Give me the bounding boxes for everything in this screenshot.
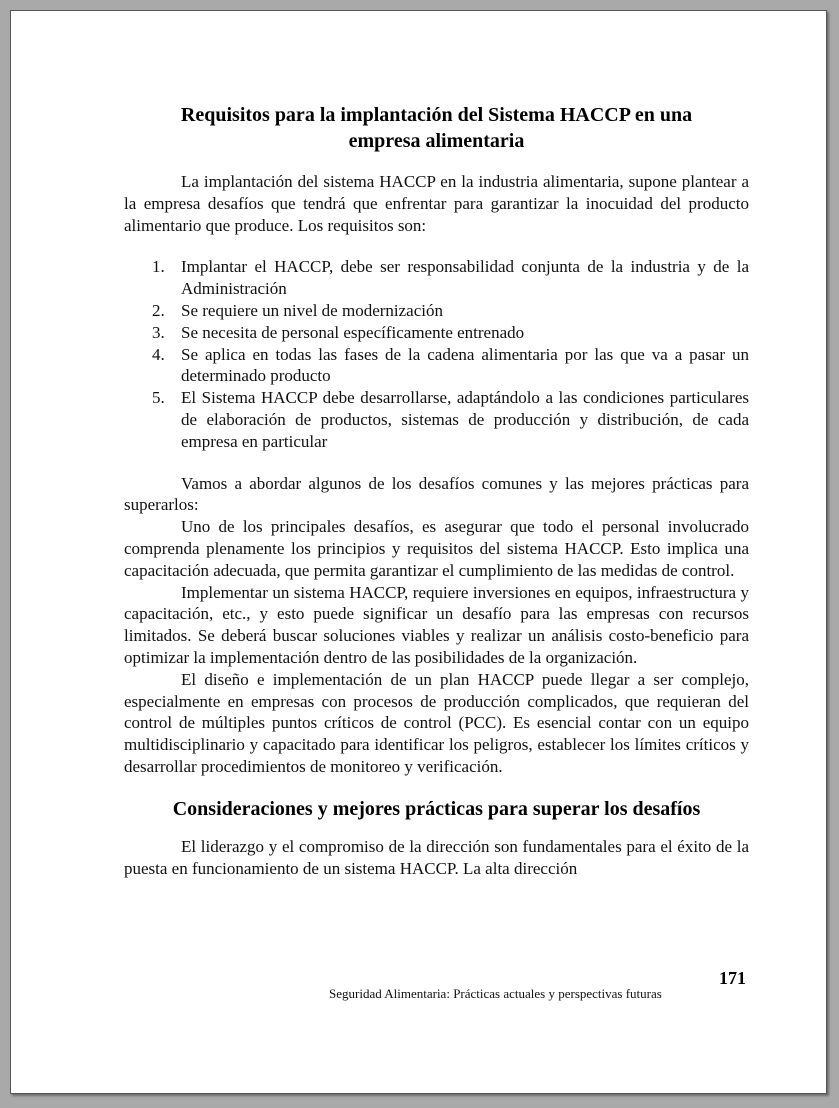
- list-item: [124, 344, 749, 388]
- body-paragraph: El liderazgo y el compromiso de la dirección son fundamentales para el éxito de la puesta en funcionamiento de un sistema HACCP. La alta dirección: [124, 836, 749, 878]
- list-item: [124, 256, 749, 300]
- page-number: 171: [719, 968, 746, 988]
- body-paragraph: Uno de los principales desafíos, es asegurar que todo el personal involucrado comprenda plenamente los principios y requisitos del sistema HACCP. Esto implica una capacitación adecuada, que permita garantizar el cumplimiento de las medidas de control.: [124, 517, 749, 580]
- list-number: 3.: [152, 322, 165, 342]
- list-item: [124, 387, 749, 452]
- list-number: 5.: [152, 388, 165, 408]
- section-title: Requisitos para la implantación del Sistema HACCP en una empresa alimentaria: [180, 104, 693, 152]
- list-item: [124, 300, 749, 322]
- list-number: 4.: [152, 344, 165, 364]
- page-content: [124, 102, 749, 879]
- list-number: 1.: [152, 257, 165, 277]
- document-page: [10, 10, 827, 1094]
- requirements-list: [124, 256, 749, 452]
- body-paragraph: El diseño e implementación de un plan HACCP puede llegar a ser complejo, especialmente en empresas con procesos de producción complicados, que requieran del control de múltiples puntos críticos de control (PCC). Es esencial contar con un equipo multidisciplinario y capacitado para identificar los peligros, establecer los límites críticos y desarrollar procedimientos de monitoreo y verificación.: [124, 669, 749, 776]
- running-footer: Seguridad Alimentaria: Prácticas actuales y perspectivas futuras: [329, 986, 662, 1001]
- subsection-title: Consideraciones y mejores prácticas para superar los desafíos: [172, 797, 701, 820]
- list-number: 2.: [152, 300, 165, 320]
- list-item-text: Se aplica en todas las fases de la cadena alimentaria por las que va a pasar un determinado producto: [181, 344, 749, 386]
- body-paragraph: Vamos a abordar algunos de los desafíos comunes y las mejores prácticas para superarlos:: [124, 473, 749, 515]
- intro-paragraph: La implantación del sistema HACCP en la industria alimentaria, supone plantear a la empresa desafíos que tendrá que enfrentar para garantizar la inocuidad del producto alimentario que produce. Los requisitos son:: [124, 172, 749, 235]
- list-item: [124, 322, 749, 344]
- list-item-text: Se requiere un nivel de modernización: [181, 300, 443, 320]
- list-item-text: El Sistema HACCP debe desarrollarse, adaptándolo a las condiciones particulares de elaboración de productos, sistemas de producción y distribución, de cada empresa en particular: [181, 388, 749, 451]
- list-item-text: Implantar el HACCP, debe ser responsabilidad conjunta de la industria y de la Administración: [181, 257, 749, 299]
- body-paragraph: Implementar un sistema HACCP, requiere inversiones en equipos, infraestructura y capacitación, etc., y esto puede significar un desafío para las empresas con recursos limitados. Se deberá buscar soluciones viables y realizar un análisis costo-beneficio para optimizar la implementación dentro de las posibilidades de la organización.: [124, 582, 749, 667]
- list-item-text: Se necesita de personal específicamente entrenado: [181, 322, 525, 342]
